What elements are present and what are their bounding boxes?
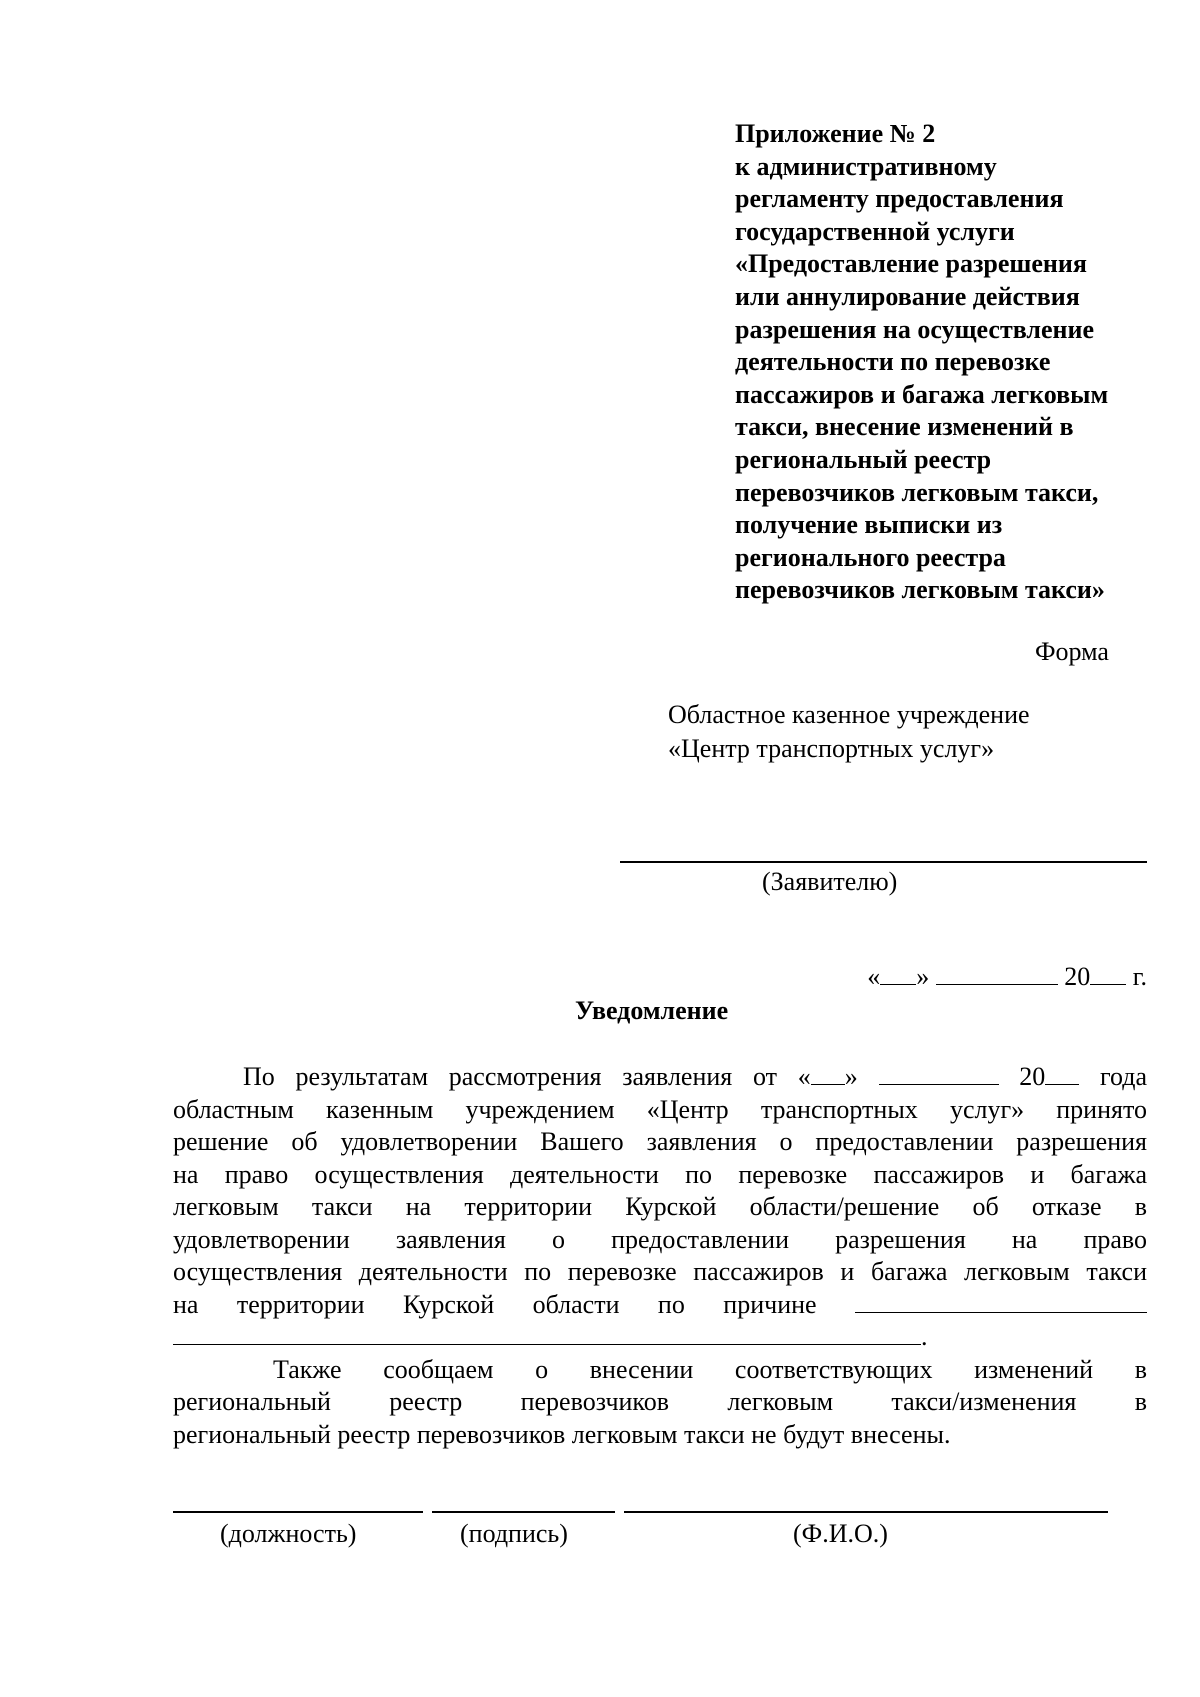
appendix-line: Приложение № 2 <box>735 119 936 148</box>
body-line <box>173 1061 1147 1094</box>
date-year-suffix: г. <box>1132 962 1147 991</box>
body-line: региональный реестр перевозчиков легковым такси не будут внесены. <box>173 1419 951 1449</box>
appendix-line: или аннулирование действия <box>735 281 1080 311</box>
appendix-line: регламенту предоставления <box>735 184 1064 214</box>
body-text-fragment: . <box>921 1322 928 1351</box>
organization-line: Областное казенное учреждение <box>668 700 1030 729</box>
appendix-header <box>735 118 1175 607</box>
body-line: областным казенным учреждением «Центр транспортных услуг» принято <box>173 1094 1147 1124</box>
appendix-line: «Предоставление разрешения <box>735 249 1087 279</box>
appendix-line: получение выписки из <box>735 510 1003 540</box>
position-caption: (должность) <box>220 1519 357 1548</box>
reason-blank[interactable] <box>855 1290 1147 1313</box>
body-line: Также сообщаем о внесении соответствующих изменений в <box>273 1354 1147 1384</box>
body-line <box>173 1289 1147 1322</box>
date-day-blank[interactable] <box>880 962 916 985</box>
body-line: легковым такси на территории Курской области/решение об отказе в <box>173 1192 1147 1221</box>
form-label: Форма <box>1035 637 1109 666</box>
appendix-line: разрешения на осуществление <box>735 314 1095 344</box>
body-word: » <box>844 1062 858 1091</box>
application-day-blank[interactable] <box>811 1062 845 1085</box>
signature-blank[interactable] <box>432 1511 615 1513</box>
appendix-line: государственной услуги <box>735 216 1015 246</box>
date-month-blank[interactable] <box>936 962 1058 985</box>
application-date <box>753 1062 858 1091</box>
name-blank[interactable] <box>624 1511 1108 1513</box>
date-century: 20 <box>1064 962 1091 991</box>
application-month-blank[interactable] <box>879 1062 999 1085</box>
appendix-line: регионального реестра <box>735 542 1006 572</box>
appendix-line: региональный реестр <box>735 444 992 474</box>
application-year-blank[interactable] <box>1045 1062 1079 1085</box>
notice-date <box>867 960 1147 994</box>
appendix-line: к административному <box>735 151 997 181</box>
notice-title: Уведомление <box>575 996 729 1025</box>
date-year-blank[interactable] <box>1090 962 1126 985</box>
date-close-quote: » <box>916 962 930 991</box>
appendix-line: перевозчиков легковым такси, <box>735 477 1099 507</box>
signature-caption: (подпись) <box>460 1519 568 1548</box>
body-word: рассмотрения <box>448 1062 602 1091</box>
application-year <box>1019 1062 1079 1091</box>
body-line: региональный реестр перевозчиков легковым такси/изменения в <box>173 1387 1147 1416</box>
appendix-line: перевозчиков легковым такси» <box>735 575 1105 605</box>
body-line: удовлетворении заявления о предоставлении разрешения на право <box>173 1224 1147 1254</box>
recipient-blank-line[interactable] <box>620 861 1147 863</box>
body-word: 20 <box>1019 1062 1046 1091</box>
notice-body <box>173 1061 1147 1451</box>
body-word: от « <box>753 1062 811 1091</box>
body-word: заявления <box>622 1062 733 1091</box>
date-open-quote: « <box>867 962 881 991</box>
name-caption: (Ф.И.О.) <box>793 1519 888 1548</box>
body-line <box>173 1321 1147 1354</box>
appendix-line: такси, внесение изменений в <box>735 412 1074 442</box>
organization-line: «Центр транспортных услуг» <box>668 734 995 763</box>
body-line: на право осуществления деятельности по перевозке пассажиров и багажа <box>173 1159 1147 1189</box>
signature-lines <box>173 1511 1108 1513</box>
body-text-fragment: на территории Курской области по причине <box>173 1289 817 1319</box>
reason-blank-continued[interactable] <box>173 1322 921 1345</box>
body-word: результатам <box>295 1062 429 1091</box>
body-line: решение об удовлетворении Вашего заявления о предоставлении разрешения <box>173 1127 1147 1156</box>
organization-block <box>668 698 1030 766</box>
position-blank[interactable] <box>173 1511 423 1513</box>
body-word: года <box>1099 1062 1147 1091</box>
appendix-line: пассажиров и багажа легковым <box>735 379 1109 409</box>
recipient-caption: (Заявителю) <box>762 867 898 896</box>
body-line: осуществления деятельности по перевозке пассажиров и багажа легковым такси <box>173 1257 1147 1286</box>
appendix-line: деятельности по перевозке <box>735 347 1051 377</box>
body-word: По <box>243 1062 275 1091</box>
